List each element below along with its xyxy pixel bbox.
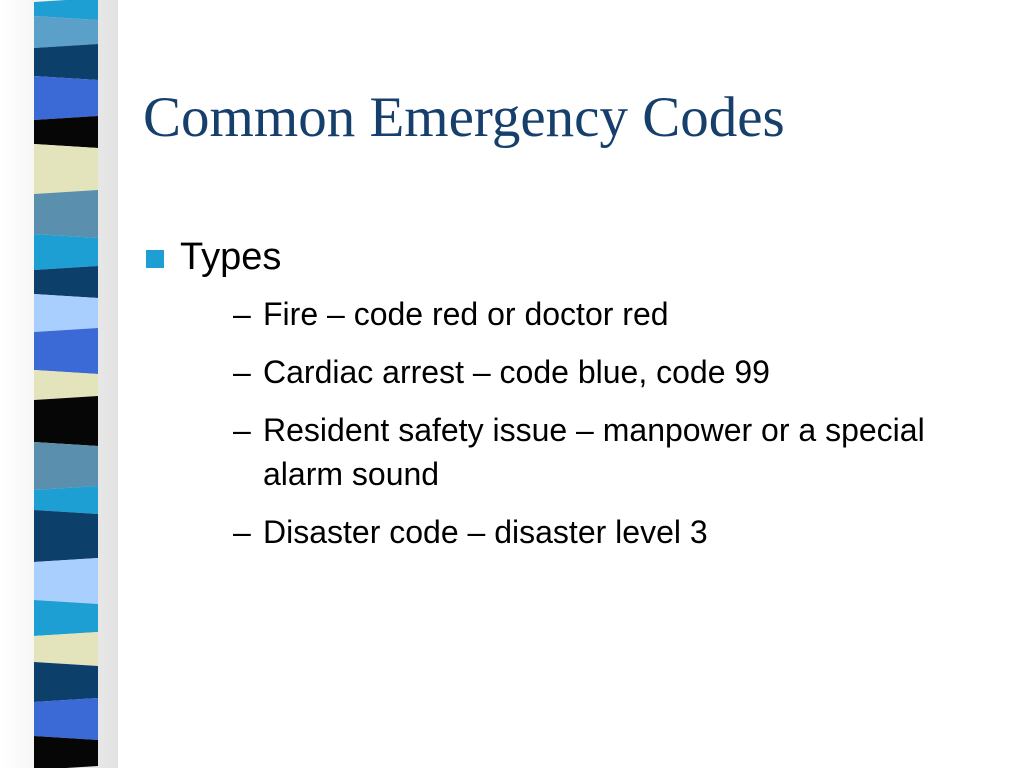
decorative-stripe [34,698,98,740]
slide-title: Common Emergency Codes [143,86,785,149]
sub-bullet-text: Cardiac arrest – code blue, code 99 [263,354,770,390]
sub-bullet-text: Resident safety issue – manpower or a special alarm sound [263,412,925,492]
decorative-stripe [34,294,98,332]
decorative-stripe [34,510,98,562]
decorative-stripe [34,144,98,194]
sub-bullet-item [180,510,963,554]
decorative-stripe [34,442,98,490]
sub-bullet-list [180,292,1003,554]
decorative-stripe [34,396,98,446]
decorative-stripe [34,486,98,514]
decorative-stripe [34,328,98,374]
decorative-stripe [34,234,98,270]
bullet-label: Types [180,236,282,278]
sub-bullet-text: Fire – code red or doctor red [263,296,669,332]
sub-bullet-item [180,408,963,496]
bullet-list [143,232,1003,568]
decorative-stripe [34,736,98,768]
decorative-stripe [34,116,98,148]
decorative-stripe [34,266,98,298]
dash-bullet-icon: – [233,514,251,550]
sub-bullet-item [180,292,963,336]
dash-bullet-icon: – [233,412,251,448]
dash-bullet-icon: – [233,296,251,332]
decorative-stripe [34,16,98,48]
decorative-stripe [34,370,98,400]
bullet-item-types [143,232,1003,554]
sub-bullet-text: Disaster code – disaster level 3 [263,514,708,550]
decorative-stripe [34,44,98,80]
decorative-stripe [34,662,98,702]
decorative-stripe [34,600,98,636]
dash-bullet-icon: – [233,354,251,390]
decorative-stripe [34,558,98,604]
decorative-stripe [34,632,98,666]
sub-bullet-item [180,350,963,394]
decorative-stripe [34,76,98,120]
square-bullet-icon [146,250,164,268]
decorative-stripe [34,190,98,238]
decorative-stripe-bar [0,0,118,768]
